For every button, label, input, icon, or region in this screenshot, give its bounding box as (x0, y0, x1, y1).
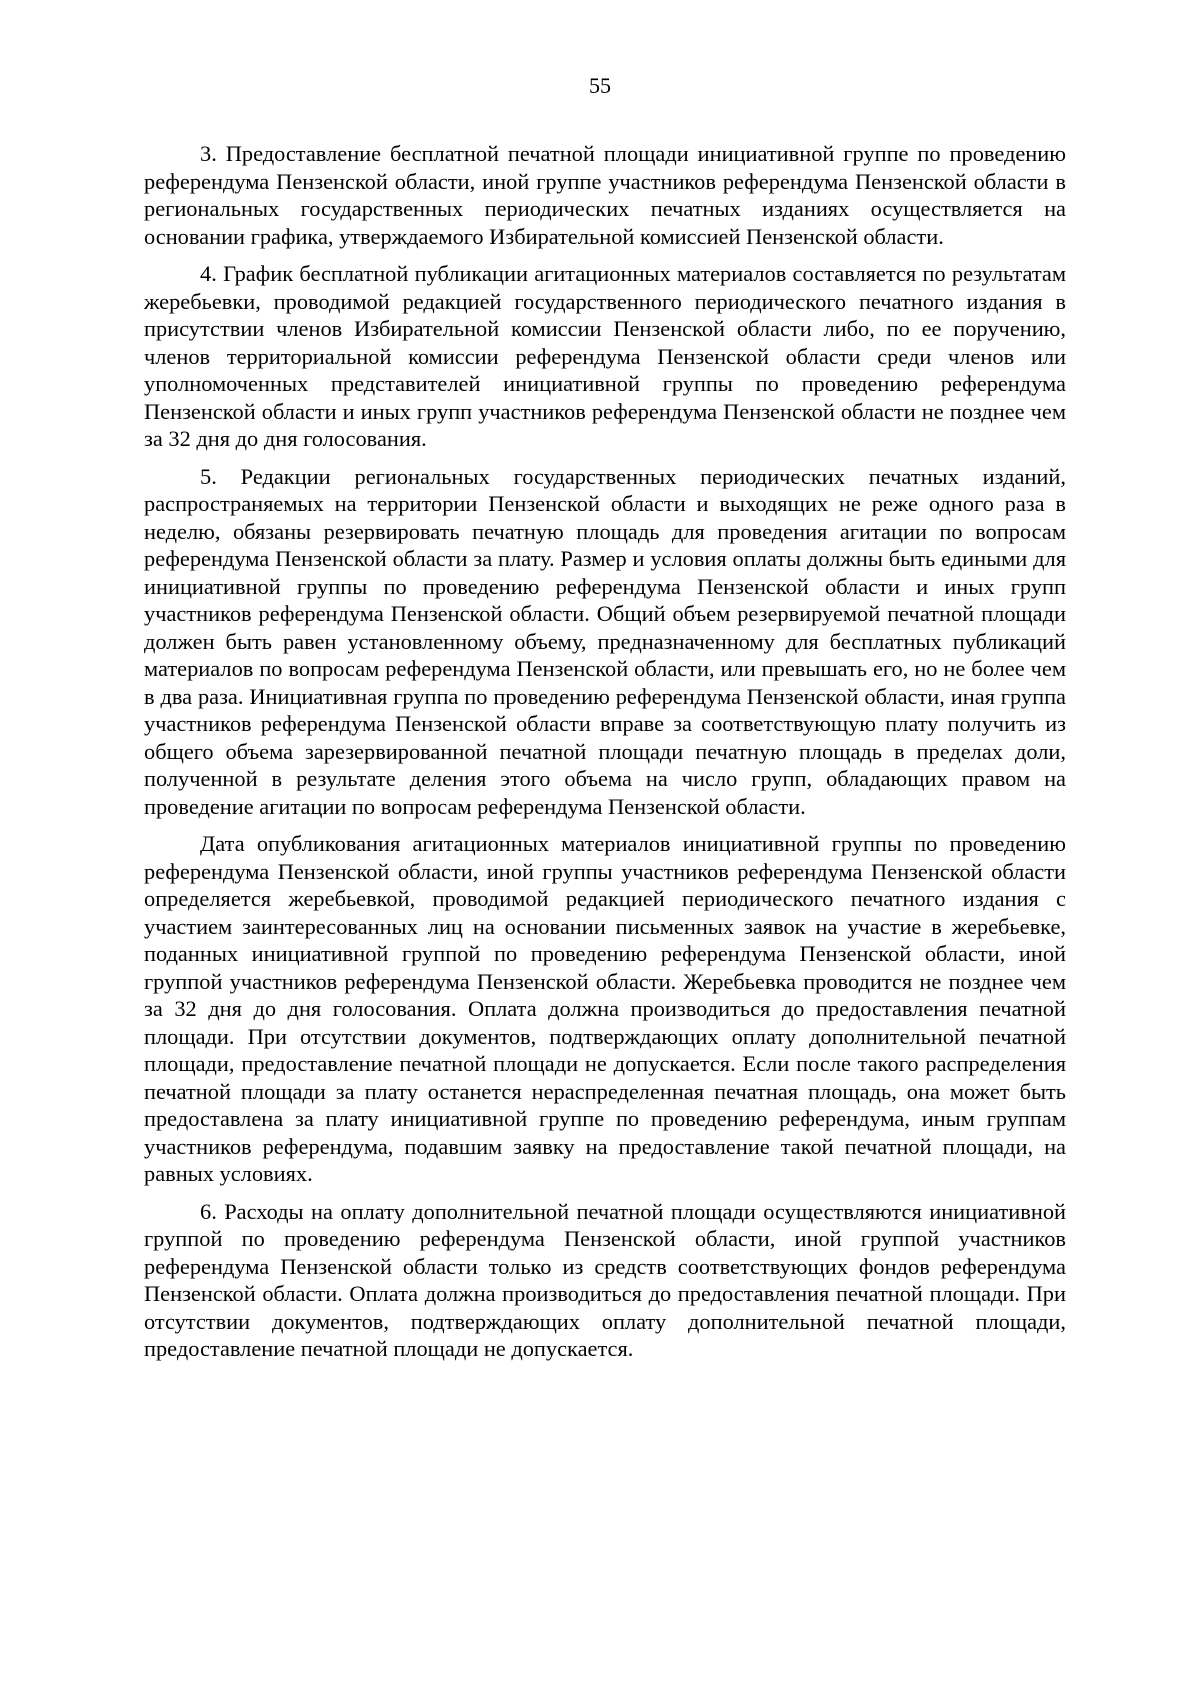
paragraph-item-4: 4. График бесплатной публикации агитационных материалов составляется по результатам жеребьевки, проводимой редакцией государственного периодического печатного издания в присутствии членов Избирательной комиссии Пензенской области либо, по ее поручению, членов территориальной комиссии референдума Пензенской области среди членов или уполномоченных представителей инициативной группы по проведению референдума Пензенской области и иных групп участников референдума Пензенской области не позднее чем за 32 дня до дня голосования. (144, 261, 1066, 451)
document-body (144, 140, 1066, 1373)
paragraph-publication-date: Дата опубликования агитационных материалов инициативной группы по проведению референдума Пензенской области, иной группы участников референдума Пензенской области определяется жеребьевкой, проводимой редакцией периодического печатного издания с участием заинтересованных лиц на основании письменных заявок на участие в жеребьевке, поданных инициативной группой по проведению референдума Пензенской области, иной группой участников референдума Пензенской области. Жеребьевка проводится не позднее чем за 32 дня до дня голосования. Оплата должна производиться до предоставления печатной площади. При отсутствии документов, подтверждающих оплату дополнительной печатной площади, предоставление печатной площади не допускается. Если после такого распределения печатной площади за плату останется нераспределенная печатная площадь, она может быть предоставлена за плату инициативной группе по проведению референдума, иным группам участников референдума, подавшим заявку на предоставление такой печатной площади, на равных условиях. (144, 831, 1066, 1186)
paragraph-item-5: 5. Редакции региональных государственных периодических печатных изданий, распространяемых на территории Пензенской области и выходящих не реже одного раза в неделю, обязаны резервировать печатную площадь для проведения агитации по вопросам референдума Пензенской области за плату. Размер и условия оплаты должны быть едиными для инициативной группы по проведению референдума Пензенской области и иных групп участников референдума Пензенской области. Общий объем резервируемой печатной площади должен быть равен установленному объему, предназначенному для бесплатных публикаций материалов по вопросам референдума Пензенской области, или превышать его, но не более чем в два раза. Инициативная группа по проведению референдума Пензенской области, иная группа участников референдума Пензенской области вправе за соответствующую плату получить из общего объема зарезервированной печатной площади печатную площадь в пределах доли, полученной в результате деления этого объема на число групп, обладающих правом на проведение агитации по вопросам референдума Пензенской области. (144, 463, 1066, 819)
paragraph-item-6: 6. Расходы на оплату дополнительной печатной площади осуществляются инициативной группой по проведению референдума Пензенской области, иной группой участников референдума Пензенской области только из средств соответствующих фондов референдума Пензенской области. Оплата должна производиться до предоставления печатной площади. При отсутствии документов, подтверждающих оплату дополнительной печатной площади, предоставление печатной площади не допускается. (144, 1198, 1066, 1361)
paragraph-item-3: 3. Предоставление бесплатной печатной площади инициативной группе по проведению референдума Пензенской области, иной группе участников референдума Пензенской области в региональных государственных периодических печатных изданиях осуществляется на основании графика, утверждаемого Избирательной комиссией Пензенской области. (144, 141, 1066, 249)
page-number: 55 (589, 73, 611, 98)
